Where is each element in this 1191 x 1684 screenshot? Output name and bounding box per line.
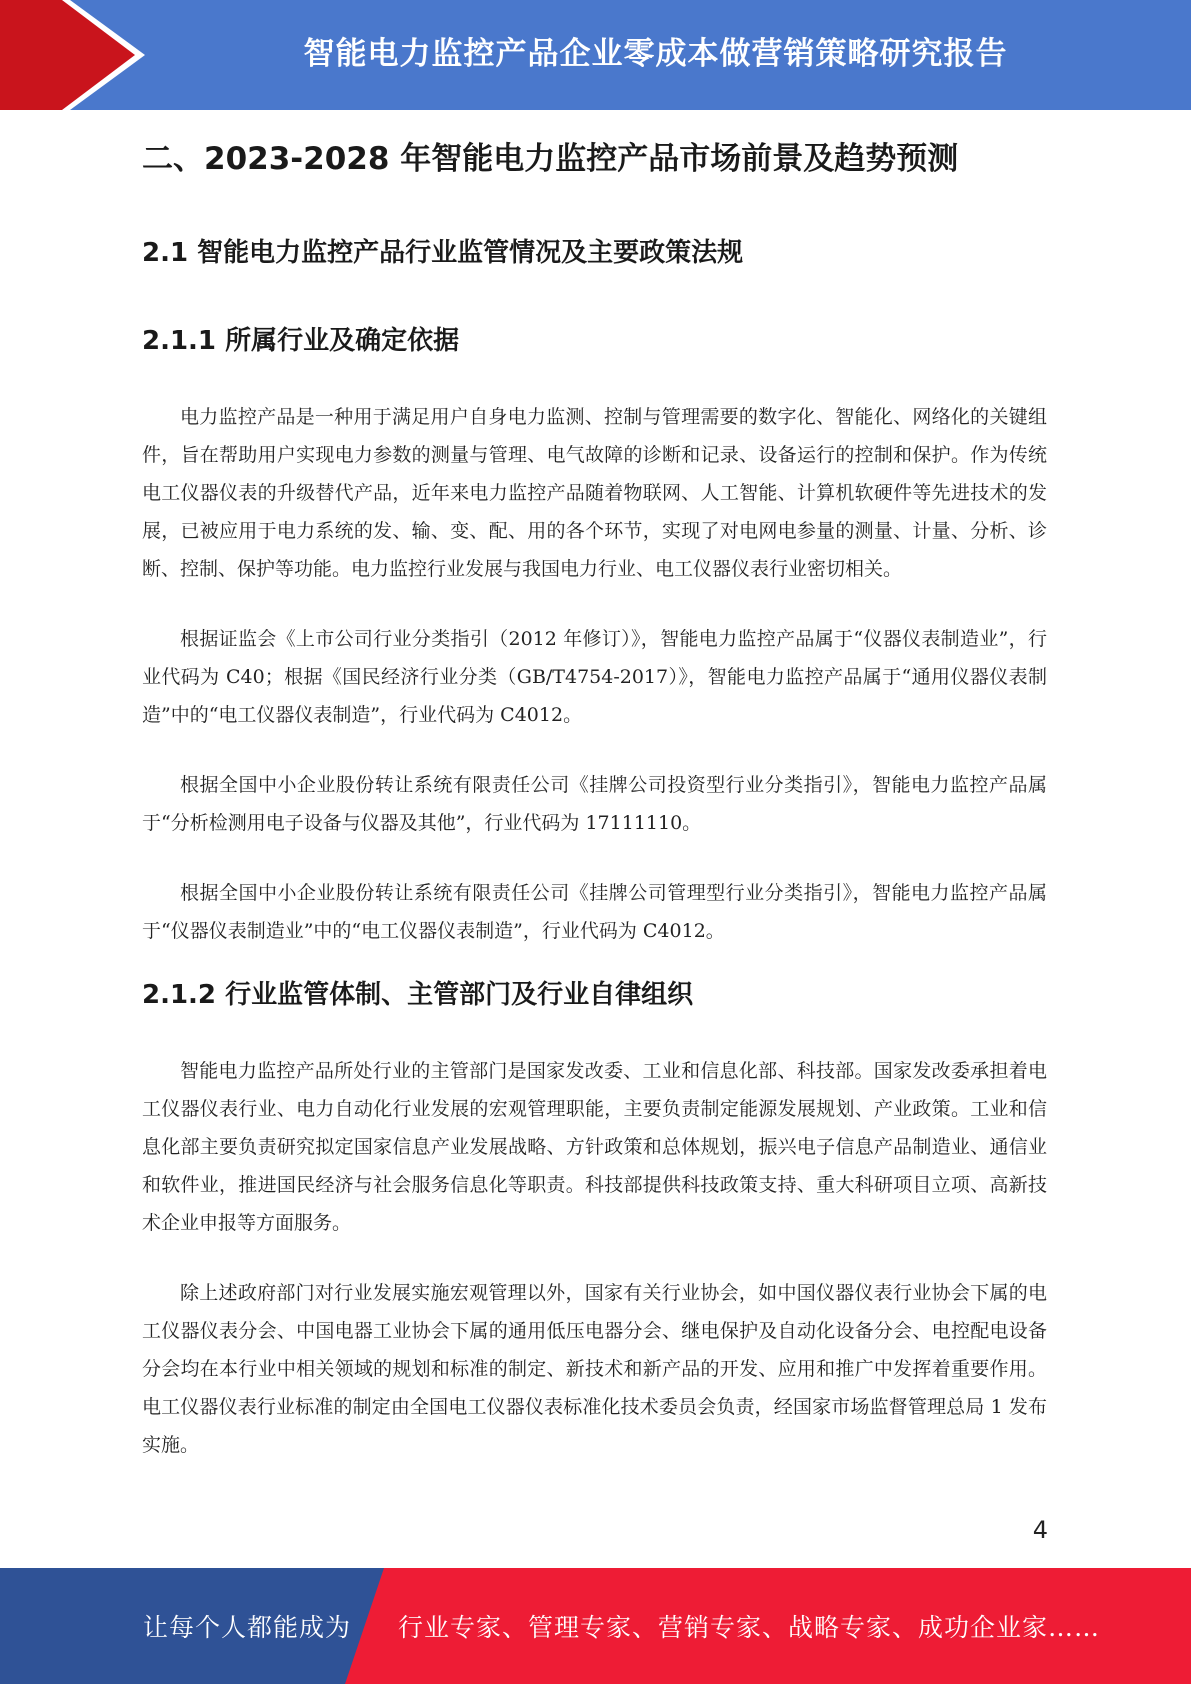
subsection-heading-1: 2.1.1 所属行业及确定依据 (142, 326, 460, 356)
paragraph: 智能电力监控产品所处行业的主管部门是国家发改委、工业和信息化部、科技部。国家发改委承担着电工仪器仪表行业、电力自动化行业发展的宏观管理职能，主要负责制定能源发展规划、产业政策。工业和信息化部主要负责研究拟定国家信息产业发展战略、方针政策和总体规划，振兴电子信息产品制造业、通信业和软件业，推进国民经济与社会服务信息化等职责。科技部提供科技政策支持、重大科研项目立项、高新技术企业申报等方面服务。 (142, 1060, 1047, 1234)
chevron-decoration-icon (0, 0, 160, 110)
page-header (0, 0, 1191, 110)
document-body (142, 110, 1047, 1464)
paragraph: 除上述政府部门对行业发展实施宏观管理以外，国家有关行业协会，如中国仪器仪表行业协会下属的电工仪器仪表分会、中国电器工业协会下属的通用低压电器分会、继电保护及自动化设备分会、电控配电设备分会均在本行业中相关领域的规划和标准的制定、新技术和新产品的开发、应用和推广中发挥着重要作用。电工仪器仪表行业标准的制定由全国电工仪器仪表标准化技术委员会负责，经国家市场监督管理总局 1 发布实施。 (142, 1282, 1047, 1456)
paragraph: 电力监控产品是一种用于满足用户自身电力监测、控制与管理需要的数字化、智能化、网络化的关键组件，旨在帮助用户实现电力参数的测量与管理、电气故障的诊断和记录、设备运行的控制和保护。作为传统电工仪器仪表的升级替代产品，近年来电力监控产品随着物联网、人工智能、计算机软硬件等先进技术的发展，已被应用于电力系统的发、输、变、配、用的各个环节，实现了对电网电参量的测量、计量、分析、诊断、控制、保护等功能。电力监控行业发展与我国电力行业、电工仪器仪表行业密切相关。 (142, 406, 1047, 580)
section-heading: 2.1 智能电力监控产品行业监管情况及主要政策法规 (142, 238, 744, 268)
paragraph: 根据证监会《上市公司行业分类指引（2012 年修订）》，智能电力监控产品属于“仪器仪表制造业”，行业代码为 C40；根据《国民经济行业分类（GB/T4754-2017）》，智能电力监控产品属于“通用仪器仪表制造”中的“电工仪器仪表制造”，行业代码为 C4012。 (142, 628, 1047, 726)
paragraph: 根据全国中小企业股份转让系统有限责任公司《挂牌公司投资型行业分类指引》，智能电力监控产品属于“分析检测用电子设备与仪器及其他”，行业代码为 17111110。 (142, 774, 1047, 834)
page-footer (0, 1568, 1191, 1684)
subsection-heading-2: 2.1.2 行业监管体制、主管部门及行业自律组织 (142, 980, 694, 1010)
paragraph: 根据全国中小企业股份转让系统有限责任公司《挂牌公司管理型行业分类指引》，智能电力监控产品属于“仪器仪表制造业”中的“电工仪器仪表制造”，行业代码为 C4012。 (142, 882, 1047, 942)
footer-slogan-left: 让每个人都能成为 (143, 1613, 352, 1642)
footer-slogan-right: 行业专家、管理专家、营销专家、战略专家、成功企业家…… (398, 1613, 1101, 1642)
report-title: 智能电力监控产品企业零成本做营销策略研究报告 (303, 35, 1008, 72)
chapter-heading: 二、2023-2028 年智能电力监控产品市场前景及趋势预测 (142, 141, 959, 177)
page-number: 4 (1032, 1516, 1048, 1544)
